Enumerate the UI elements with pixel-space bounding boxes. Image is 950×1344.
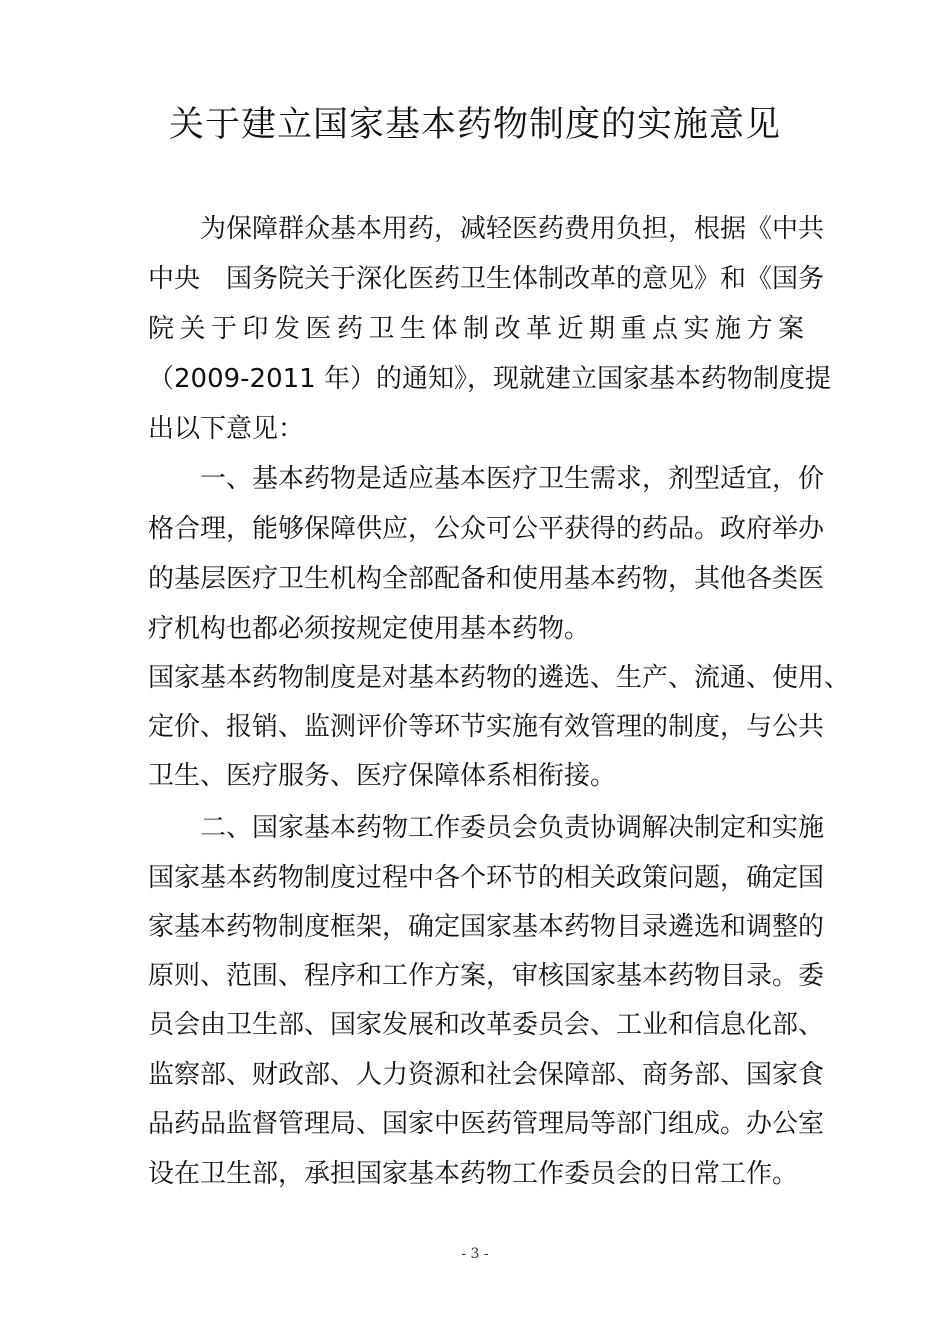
paragraph-line: 的基层医疗卫生机构全部配备和使用基本药物，其他各类医 xyxy=(148,564,825,594)
paragraph-line: 疗机构也都必须按规定使用基本药物。 xyxy=(148,614,591,644)
paragraph-line: 家基本药物制度框架，确定国家基本药物目录遴选和调整的 xyxy=(148,912,825,942)
paragraph-line: 一、基本药物是适应基本医疗卫生需求，剂型适宜，价 xyxy=(200,464,825,494)
paragraph-line: 卫生、医疗服务、医疗保障体系相衔接。 xyxy=(148,761,617,791)
paragraph-line: 二、国家基本药物工作委员会负责协调解决制定和实施 xyxy=(200,813,825,843)
paragraph-line: 为保障群众基本用药，减轻医药费用负担，根据《中共 xyxy=(200,214,825,244)
paragraph-line: 员会由卫生部、国家发展和改革委员会、工业和信息化部、 xyxy=(148,1010,825,1040)
document-title: 关于建立国家基本药物制度的实施意见 xyxy=(168,105,781,145)
paragraph-line: 定价、报销、监测评价等环节实施有效管理的制度，与公共 xyxy=(148,712,825,742)
paragraph-line: （2009-2011 年）的通知》，现就建立国家基本药物制度提 xyxy=(148,364,831,394)
paragraph-line: 中央 国务院关于深化医药卫生体制改革的意见》和《国务 xyxy=(148,264,825,294)
paragraph-line: 国家基本药物制度是对基本药物的遴选、生产、流通、使用、 xyxy=(148,663,851,693)
paragraph-line: 监察部、财政部、人力资源和社会保障部、商务部、国家食 xyxy=(148,1060,825,1090)
paragraph-line: 品药品监督管理局、国家中医药管理局等部门组成。办公室 xyxy=(148,1109,825,1139)
paragraph-line: 设在卫生部，承担国家基本药物工作委员会的日常工作。 xyxy=(148,1159,799,1189)
paragraph-line: 国家基本药物制度过程中各个环节的相关政策问题，确定国 xyxy=(148,863,825,893)
paragraph-line: 院关于印发医药卫生体制改革近期重点实施方案 xyxy=(148,314,804,344)
page-number: - 3 - xyxy=(461,1246,489,1262)
paragraph-line: 格合理，能够保障供应，公众可公平获得的药品。政府举办 xyxy=(148,514,825,544)
paragraph-line: 原则、范围、程序和工作方案，审核国家基本药物目录。委 xyxy=(148,961,825,991)
paragraph-line: 出以下意见： xyxy=(148,414,305,444)
